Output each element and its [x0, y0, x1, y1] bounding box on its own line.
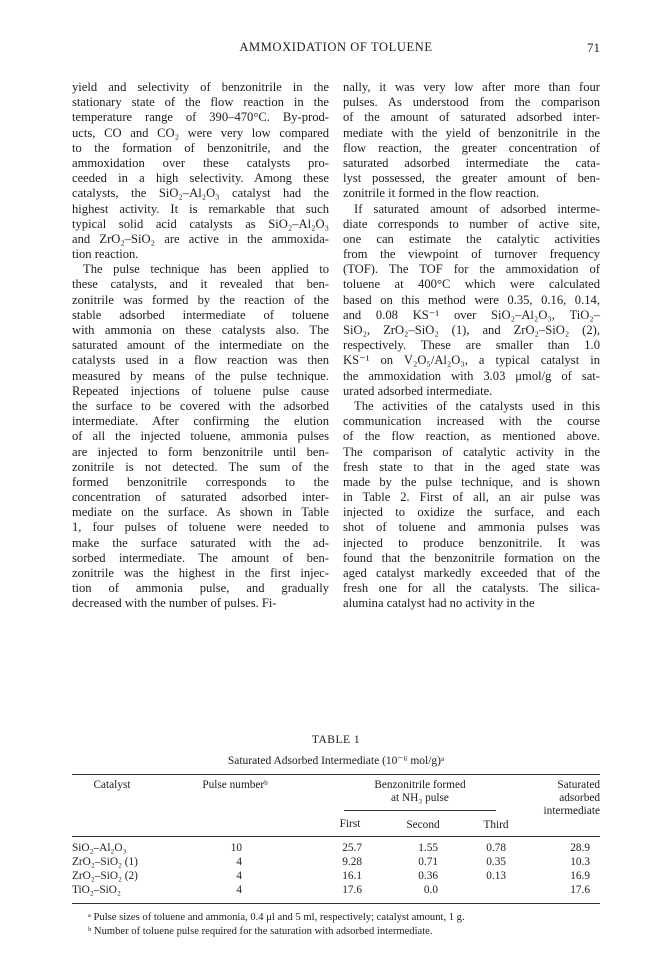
- text-line: decreased with the number of pulses. Fi-: [72, 596, 277, 611]
- page-number: 71: [587, 40, 600, 55]
- text-line: alumina catalyst had no activity in the: [343, 596, 535, 611]
- right-text-column: [343, 80, 600, 612]
- text-line: respectively. These are smaller than 1.0: [343, 338, 600, 353]
- table-top-rule: [72, 774, 600, 775]
- text-line: formed benzonitrile corresponds to the: [72, 474, 329, 489]
- text-line: catalysts used in a flow reaction was then: [72, 353, 329, 368]
- text-line: with ammonia on these catalysts also. The: [72, 323, 329, 337]
- text-line: toluene at 400°C which were calculated: [343, 277, 600, 292]
- table-bottom-rule: [72, 903, 600, 904]
- text-line: of the amount of saturated adsorbed inter-: [343, 110, 600, 125]
- text-line: urated adsorbed intermediate.: [343, 383, 493, 398]
- text-line: saturated adsorbed intermediate the cata-: [343, 155, 600, 170]
- text-line: and ZrO₂–SiO₂ are active in the ammoxida-: [72, 231, 329, 246]
- text-line: in Table 2. First of all, an air pulse was: [343, 490, 600, 505]
- text-line: intermediate. After confirming the elution: [72, 414, 329, 429]
- header-benzonitrile-formed: Benzonitrile formed: [374, 779, 466, 791]
- text-line: saturated amount of the intermediate on the: [72, 338, 329, 353]
- benzonitrile-subrule: [344, 810, 496, 811]
- text-line: injected to produce benzonitrile. It was: [343, 535, 600, 550]
- text-line: catalysts, the SiO₂–Al₂O₃ catalyst had the: [72, 186, 329, 201]
- text-line: The pulse technique has been applied to: [83, 262, 329, 277]
- header-first: First: [339, 818, 361, 830]
- text-line: one can estimate the catalytic activities: [343, 231, 600, 246]
- text-line: tion reaction.: [72, 247, 139, 262]
- header-adsorbed: adsorbed: [559, 792, 600, 804]
- cell-first: 9.28: [342, 856, 362, 868]
- text-line: to the formation of benzonitrile, and the: [72, 140, 329, 155]
- cell-pulse-number: 4: [236, 884, 242, 896]
- text-line: based on this method were 0.35, 0.16, 0.14,: [343, 292, 600, 307]
- text-line: from the viewpoint of turnover frequency: [343, 247, 600, 262]
- header-at-nh3-pulse: at NH₃ pulse: [391, 792, 449, 804]
- header-intermediate: intermediate: [543, 805, 600, 817]
- text-line: highest activity. It is remarkable that such: [72, 201, 329, 216]
- cell-pulse-number: 10: [230, 842, 242, 854]
- text-line: Repeated injections of toluene pulse cause: [72, 383, 329, 398]
- header-saturated: Saturated: [557, 779, 600, 791]
- text-line: fresh one for all the catalysts. The silica-: [343, 581, 600, 596]
- text-line: make the surface saturated with the ad-: [72, 535, 329, 550]
- text-line: mediate on the surface. As shown in Table: [72, 505, 329, 520]
- text-line: zonitrile was the highest in the first injec-: [72, 566, 329, 580]
- cell-saturated: 17.6: [570, 884, 590, 896]
- text-line: found that the benzonitrile formation on the: [343, 550, 600, 565]
- text-line: typical solid acid catalysts as SiO₂–Al₂O₃: [72, 216, 329, 231]
- left-text-column: [72, 80, 329, 612]
- text-line: measured by means of the pulse technique.: [72, 368, 329, 383]
- text-line: KS⁻¹ on V₂O₅/Al₂O₃, a typical catalyst in: [343, 353, 600, 368]
- cell-third: 0.78: [486, 842, 506, 854]
- cell-pulse-number: 4: [236, 856, 242, 868]
- text-line: stationary state of the flow reaction in the: [72, 95, 329, 110]
- text-line: the ammoxidation with 3.03 μmol/g of sat-: [343, 368, 600, 383]
- cell-catalyst: ZrO₂–SiO₂ (1): [72, 856, 138, 868]
- text-line: are injected to form benzonitrile until ben-: [72, 444, 329, 459]
- text-line: If saturated amount of adsorbed interme-: [354, 201, 600, 216]
- header-pulse-number: Pulse numberᵇ: [202, 779, 268, 791]
- table-row: [72, 856, 600, 869]
- cell-third: 0.35: [486, 856, 506, 868]
- table-row: [72, 884, 600, 897]
- table-footnote-b: ᵇ Number of toluene pulse required for the saturation with adsorbed intermediate.: [88, 926, 433, 937]
- text-line: tion of ammonia pulse, and gradually: [72, 581, 329, 596]
- text-line: The comparison of catalytic activity in the: [343, 444, 600, 459]
- text-line: zonitrile was formed by the reaction of the: [72, 292, 329, 307]
- table-body: [72, 771, 600, 961]
- text-line: (TOF). The TOF for the ammoxidation of: [343, 262, 600, 277]
- text-line: 1, four pulses of toluene were needed to: [72, 520, 329, 535]
- text-line: fresh state to that in the aged state was: [343, 459, 600, 474]
- table-row: [72, 842, 600, 855]
- text-line: and 0.08 KS⁻¹ over SiO₂–Al₂O₃, TiO₂–: [343, 307, 600, 322]
- running-head: [72, 40, 600, 58]
- table-row: [72, 870, 600, 883]
- cell-third: 0.13: [486, 870, 506, 882]
- table-title: Saturated Adsorbed Intermediate (10⁻⁶ mol/g)ᵃ: [227, 755, 445, 767]
- text-line: SiO₂, ZrO₂–SiO₂ (1), and ZrO₂–SiO₂ (2),: [343, 323, 600, 337]
- cell-pulse-number: 4: [236, 870, 242, 882]
- text-line: nally, it was very low after more than four: [343, 80, 600, 94]
- table-number: TABLE 1: [311, 734, 361, 746]
- cell-second: 1.55: [418, 842, 438, 854]
- text-line: lyst possessed, the greater amount of ben-: [343, 171, 600, 186]
- running-title: AMMOXIDATION OF TOLUENE: [239, 40, 433, 54]
- cell-second: 0.71: [418, 856, 438, 868]
- cell-saturated: 28.9: [570, 842, 590, 854]
- text-line: zonitrile it formed in the flow reaction.: [343, 186, 540, 201]
- table-header-rule: [72, 836, 600, 837]
- text-line: concentration of saturated adsorbed inter-: [72, 490, 329, 505]
- text-line: these catalysts, and it revealed that ben-: [72, 277, 329, 292]
- cell-saturated: 10.3: [570, 856, 590, 868]
- cell-catalyst: ZrO₂–SiO₂ (2): [72, 870, 138, 882]
- text-line: aged catalyst markedly exceeded that of the: [343, 566, 600, 580]
- text-line: ceeded in a high selectivity. Among these: [72, 171, 329, 186]
- text-line: pulses. As understood from the comparison: [343, 95, 600, 110]
- text-line: injected to oxidize the surface, and each: [343, 505, 600, 520]
- cell-catalyst: TiO₂–SiO₂: [72, 884, 121, 896]
- cell-catalyst: SiO₂–Al₂O₃: [72, 842, 127, 854]
- text-line: temperature range of 390–470°C. By-prod-: [72, 110, 329, 125]
- text-line: of the flow reaction, as mentioned above.: [343, 429, 600, 444]
- text-line: of all the injected toluene, ammonia pulses: [72, 429, 329, 444]
- text-line: ucts, CO and CO₂ were very low compared: [72, 125, 329, 140]
- cell-second: 0.36: [418, 870, 438, 882]
- text-line: mediate with the yield of benzonitrile in the: [343, 125, 600, 140]
- cell-first: 16.1: [342, 870, 362, 882]
- text-line: made by the pulse technique, and is shown: [343, 474, 600, 489]
- text-line: diate corresponds to number of active site,: [343, 216, 600, 231]
- header-catalyst: Catalyst: [93, 779, 131, 791]
- text-line: communication increased with the course: [343, 414, 600, 429]
- text-line: stable adsorbed intermediate of toluene: [72, 307, 329, 322]
- cell-first: 25.7: [342, 842, 362, 854]
- cell-saturated: 16.9: [570, 870, 590, 882]
- header-second: Second: [406, 819, 440, 831]
- text-line: ammoxidation over these catalysts pro-: [72, 155, 329, 170]
- table-1: [72, 734, 600, 961]
- text-line: flow reaction, the greater concentration of: [343, 140, 600, 155]
- table-footnote-a: ᵃ Pulse sizes of toluene and ammonia, 0.4 μl and 5 ml, respectively; catalyst amount, 1 g.: [88, 912, 465, 923]
- text-line: sorbed intermediate. The amount of ben-: [72, 550, 329, 565]
- cell-second: 0.0: [423, 884, 438, 896]
- text-line: yield and selectivity of benzonitrile in the: [72, 80, 329, 94]
- cell-first: 17.6: [342, 884, 362, 896]
- text-line: zonitrile is not detected. The sum of the: [72, 459, 329, 474]
- text-line: The activities of the catalysts used in this: [354, 398, 600, 413]
- header-third: Third: [483, 819, 509, 831]
- text-line: shot of toluene and ammonia pulses was: [343, 520, 600, 535]
- text-line: the surface to be covered with the adsorbed: [72, 398, 329, 413]
